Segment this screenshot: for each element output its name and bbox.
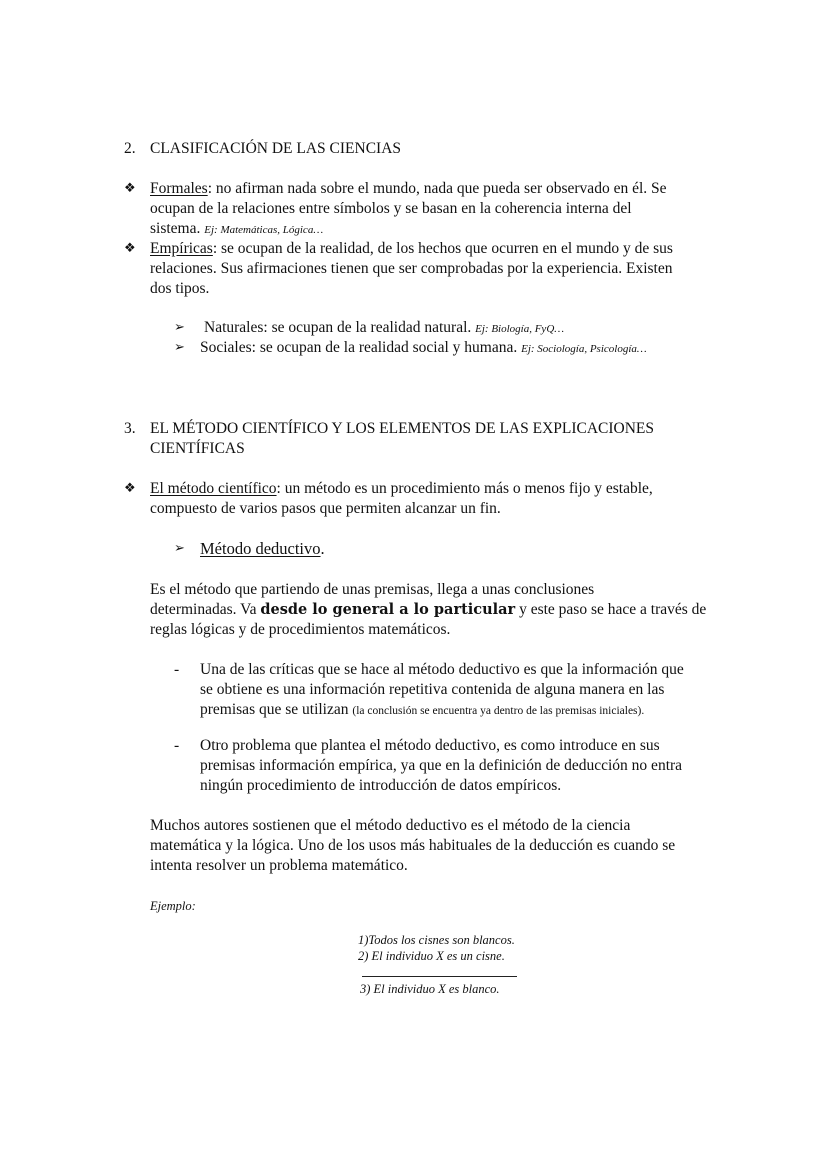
metodo-deductivo-title: Método deductivo — [200, 539, 321, 558]
metodo-cientifico-text: : un método es un procedimiento más o menos fijo y estable, — [276, 480, 653, 497]
empiricas-line-2: relaciones. Sus afirmaciones tienen que ser comprobadas por la experiencia. Existen — [150, 260, 673, 277]
formales-term: Formales — [150, 180, 208, 197]
formales-line-2: ocupan de la relaciones entre símbolos y se basan en la coherencia interna del — [150, 200, 632, 217]
section-2-title: CLASIFICACIÓN DE LAS CIENCIAS — [150, 140, 402, 157]
formales-text: : no afirman nada sobre el mundo, nada que pueda ser observado en él. Se — [207, 180, 667, 197]
dash-bullet: - — [174, 737, 180, 754]
autores-para-line-3: intenta resolver un problema matemático. — [150, 857, 408, 874]
critica-line-1: Una de las críticas que se hace al método deductivo es que la información que — [200, 661, 684, 678]
section-2-number: 2. — [124, 140, 136, 157]
para-text-pre: determinadas. Va — [150, 601, 261, 618]
formales-example: Ej: Matemáticas, Lógica… — [204, 224, 324, 236]
problema-line-1: Otro problema que plantea el método deductivo, es como introduce en sus — [200, 737, 660, 754]
diamond-bullet-icon: ❖ — [124, 481, 136, 496]
empiricas-line-3: dos tipos. — [150, 280, 210, 297]
syllogism-premise-1: 1)Todos los cisnes son blancos. — [358, 933, 515, 947]
para-text-post: y este paso se hace a través de — [515, 601, 707, 618]
heading-period: . — [320, 539, 325, 558]
section-3-title-line-2: CIENTÍFICAS — [150, 440, 245, 457]
problema-line-3: ningún procedimiento de introducción de datos empíricos. — [200, 777, 562, 794]
autores-para-line-1: Muchos autores sostienen que el método deductivo es el método de la ciencia — [150, 817, 631, 834]
metodo-cientifico-term: El método científico — [150, 480, 277, 497]
naturales-example: Ej: Biología, FyQ… — [475, 323, 565, 335]
autores-para-line-2: matemática y la lógica. Uno de los usos más habituales de la deducción es cuando se — [150, 837, 676, 854]
empiricas-line-1 — [150, 239, 673, 259]
critica-line-3 — [200, 700, 644, 721]
critica-line-2: se obtiene es una información repetitiva contenida de alguna manera en las — [200, 681, 665, 698]
sociales-example: Ej: Sociología, Psicología… — [521, 343, 647, 355]
empiricas-term: Empíricas — [150, 240, 213, 257]
arrow-bullet-icon: ➢ — [174, 340, 185, 355]
bold-phrase: desde lo general a lo particular — [260, 601, 516, 618]
section-3-number: 3. — [124, 420, 136, 437]
empiricas-text: : se ocupan de la realidad, de los hechos que ocurren en el mundo y de sus — [212, 240, 673, 257]
problema-line-2: premisas información empírica, ya que en la definición de deducción no entra — [200, 757, 683, 774]
example-label: Ejemplo: — [150, 899, 196, 913]
syllogism-conclusion: 3) El individuo X es blanco. — [360, 982, 500, 996]
sub-sociales — [200, 338, 647, 359]
syllogism-premise-2: 2) El individuo X es un cisne. — [358, 949, 505, 963]
syllogism-divider — [362, 976, 517, 977]
naturales-text: Naturales: se ocupan de la realidad natural. — [204, 319, 472, 336]
deductivo-para-line-1: Es el método que partiendo de unas premisas, llega a unas conclusiones — [150, 581, 595, 598]
deductivo-para-line-3: reglas lógicas y de procedimientos matemáticos. — [150, 621, 451, 638]
metodo-deductivo-heading — [200, 539, 325, 559]
sub-naturales — [204, 318, 564, 339]
arrow-bullet-icon: ➢ — [174, 541, 185, 556]
formales-line-1 — [150, 179, 667, 199]
diamond-bullet-icon: ❖ — [124, 241, 136, 256]
section-3-title-line-1: EL MÉTODO CIENTÍFICO Y LOS ELEMENTOS DE LAS EXPLICACIONES — [150, 420, 655, 437]
critica-note: (la conclusión se encuentra ya dentro de las premisas iniciales). — [352, 705, 645, 717]
sociales-text: Sociales: se ocupan de la realidad social y humana. — [200, 339, 518, 356]
formales-text-end: sistema. — [150, 220, 201, 237]
critica-text-end: premisas que se utilizan — [200, 701, 349, 718]
metodo-cientifico-line-1 — [150, 479, 653, 499]
formales-line-3 — [150, 219, 323, 240]
dash-bullet: - — [174, 661, 180, 678]
diamond-bullet-icon: ❖ — [124, 181, 136, 196]
deductivo-para-line-2 — [150, 600, 706, 620]
arrow-bullet-icon: ➢ — [174, 320, 185, 335]
metodo-cientifico-line-2: compuesto de varios pasos que permiten alcanzar un fin. — [150, 500, 501, 517]
